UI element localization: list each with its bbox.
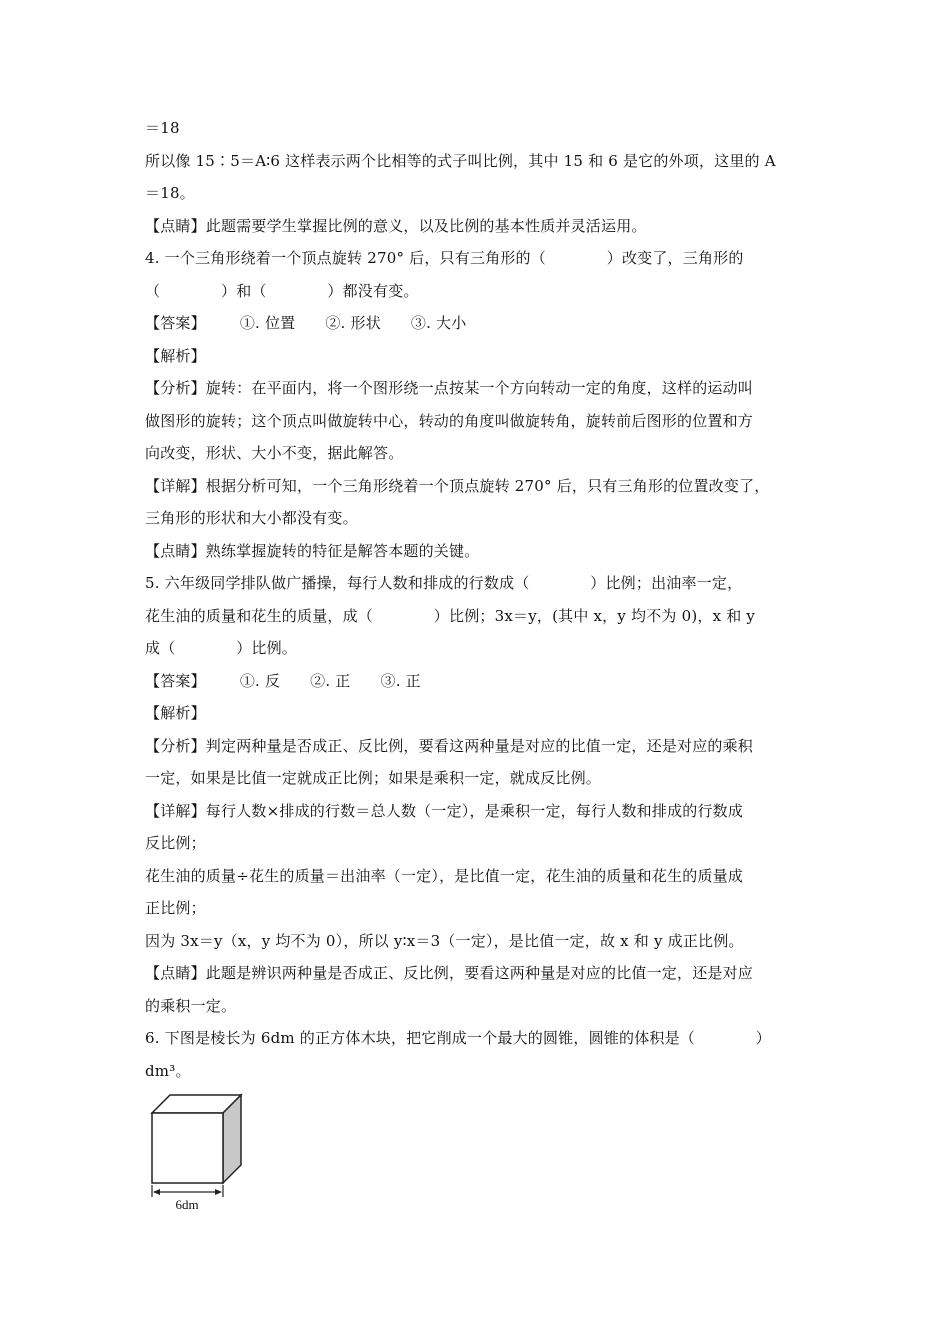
jiexi-heading: 【解析】 [145, 704, 206, 722]
answer-item: ③. 大小 [410, 314, 467, 332]
dianjing-line: 【点睛】熟练掌握旋转的特征是解答本题的关键。 [145, 541, 480, 560]
dimension-label: 6dm [175, 1197, 199, 1212]
document-page [145, 112, 815, 1087]
arrow-left-icon [153, 1189, 160, 1195]
text-line: 的乘积一定。 [145, 996, 237, 1015]
answer-label: 【答案】 [145, 314, 206, 332]
answer-label: 【答案】 [145, 671, 206, 690]
answer-item: ①. 位置 [239, 314, 296, 332]
text-line: 向改变，形状、大小不变，据此解答。 [145, 444, 404, 462]
answer-5 [145, 665, 815, 698]
answer-item: ①. 反 [239, 671, 281, 690]
xiangjie-line: 【详解】根据分析可知，一个三角形绕着一个顶点旋转 270° 后，只有三角形的位置改变了， [145, 476, 770, 495]
text-line: 花生油的质量÷花生的质量＝出油率（一定），是比值一定，花生油的质量和花生的质量成 [145, 866, 744, 885]
text-line: 一定，如果是比值一定就成正比例；如果是乘积一定，就成反比例。 [145, 769, 602, 787]
text-line: 反比例； [145, 834, 206, 852]
cube-front-face [152, 1113, 223, 1183]
answer-item: ②. 形状 [325, 314, 381, 332]
question-6-cont: dm³。 [145, 1061, 191, 1080]
dianjing-line: 【点睛】此题是辨识两种量是否成正、反比例，要看这两种量是对应的比值一定，还是对应 [145, 964, 754, 982]
question-4: 4. 一个三角形绕着一个顶点旋转 270° 后，只有三角形的（ ）改变了，三角形的 [145, 249, 744, 267]
arrow-right-icon [215, 1189, 222, 1195]
text-line: 所以像 15∶5＝A∶6 这样表示两个比相等的式子叫比例，其中 15 和 6 是它的外项，这里的 A [145, 151, 776, 170]
question-4-cont: （ ）和（ ）都没有变。 [145, 281, 419, 300]
question-5-cont: 成（ ）比例。 [145, 639, 298, 657]
text-line: 正比例； [145, 899, 206, 917]
cube-figure [148, 1092, 248, 1212]
text-line: ＝18 [145, 119, 180, 137]
text-line: 三角形的形状和大小都没有变。 [145, 509, 358, 527]
text-line: 做图形的旋转；这个顶点叫做旋转中心，转动的角度叫做旋转角，旋转前后图形的位置和方 [145, 411, 754, 430]
jiexi-heading: 【解析】 [145, 346, 206, 365]
dianjing-line: 【点睛】此题需要学生掌握比例的意义，以及比例的基本性质并灵活运用。 [145, 216, 647, 235]
answer-item: ③. 正 [380, 671, 421, 690]
answer-4 [145, 307, 815, 340]
question-5-cont: 花生油的质量和花生的质量，成（ ）比例；3x＝y，(其中 x，y 均不为 0)，x 和 y [145, 606, 756, 625]
fenxi-line: 【分析】判定两种量是否成正、反比例，要看这两种量是对应的比值一定，还是对应的乘积 [145, 736, 754, 755]
cube-diagram [148, 1092, 248, 1212]
xiangjie-line: 【详解】每行人数×排成的行数＝总人数（一定），是乘积一定，每行人数和排成的行数成 [145, 801, 744, 820]
fenxi-line: 【分析】旋转：在平面内，将一个图形绕一点按某一个方向转动一定的角度，这样的运动叫 [145, 379, 754, 397]
text-line: ＝18。 [145, 184, 195, 202]
answer-item: ②. 正 [310, 671, 351, 690]
text-line: 因为 3x＝y（x，y 均不为 0），所以 y∶x＝3（一定），是比值一定，故 x 和 y 成正比例。 [145, 931, 744, 950]
question-5: 5. 六年级同学排队做广播操，每行人数和排成的行数成（ ）比例；出油率一定， [145, 574, 743, 592]
question-6: 6. 下图是棱长为 6dm 的正方体木块，把它削成一个最大的圆锥，圆锥的体积是（ ） [145, 1029, 771, 1047]
